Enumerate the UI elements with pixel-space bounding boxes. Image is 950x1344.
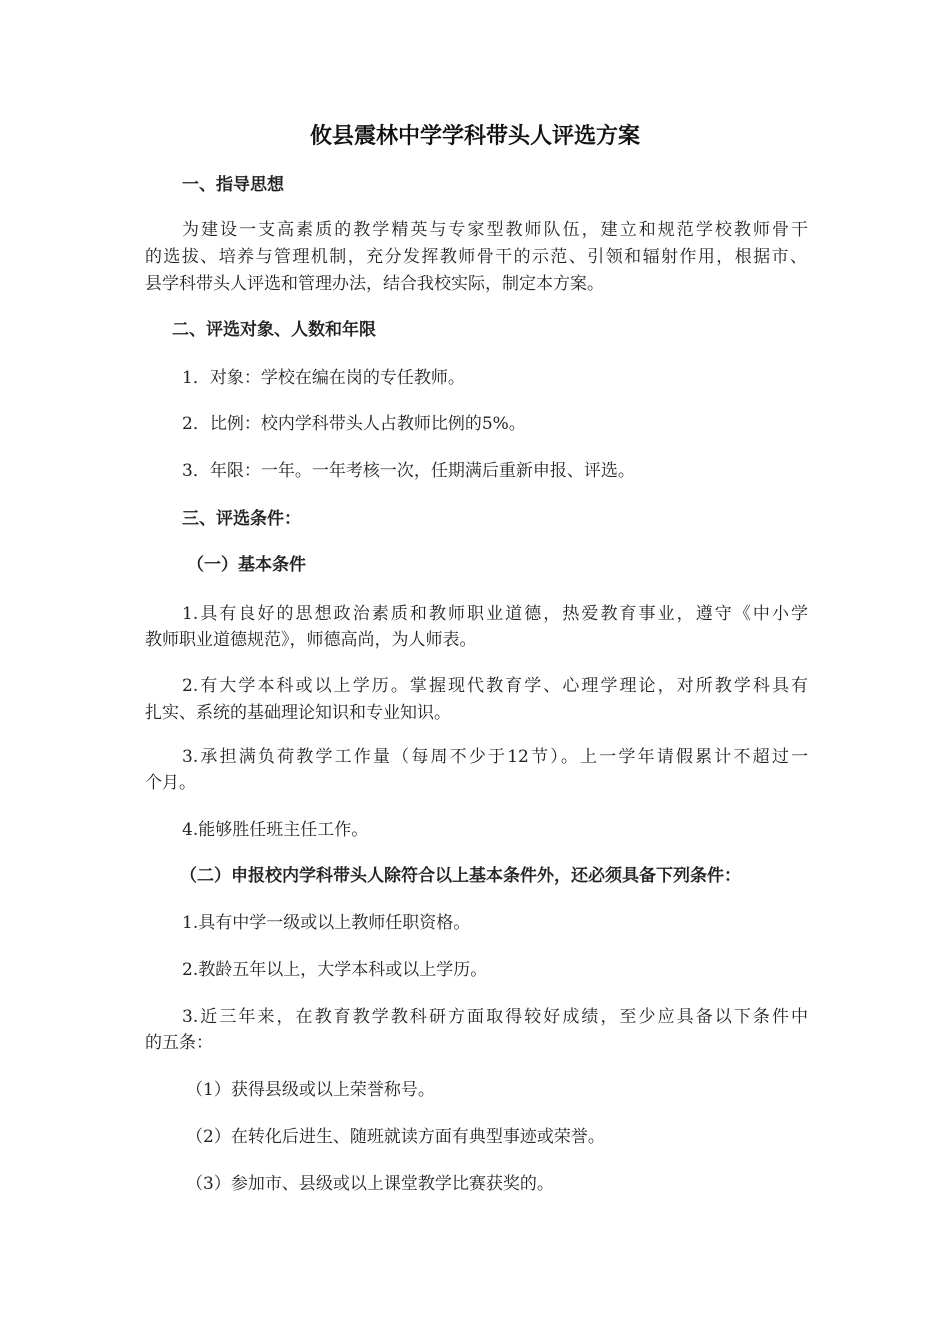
list-item: 3．年限：一年。一年考核一次，任期满后重新申报、评选。 — [182, 461, 635, 481]
list-item-continuation: 扎实、系统的基础理论知识和专业知识。 — [145, 703, 451, 723]
list-item-continuation: 教师职业道德规范》，师德高尚，为人师表。 — [145, 630, 477, 650]
paragraph-line: 的选拔、培养与管理机制，充分发挥教师骨干的示范、引领和辐射作用，根据市、 — [145, 247, 807, 267]
condition-item: （1）获得县级或以上荣誉称号。 — [186, 1080, 435, 1100]
list-item: 2.教龄五年以上，大学本科或以上学历。 — [182, 960, 488, 980]
condition-item: （2）在转化后进生、随班就读方面有典型事迹或荣誉。 — [186, 1127, 605, 1147]
list-item-continuation: 的五条： — [145, 1033, 213, 1053]
paragraph-line: 县学科带头人评选和管理办法，结合我校实际，制定本方案。 — [145, 274, 604, 294]
list-item: 4.能够胜任班主任工作。 — [182, 820, 369, 840]
list-item-continuation: 个月。 — [145, 773, 196, 793]
list-item: 1.具有中学一级或以上教师任职资格。 — [182, 913, 471, 933]
list-item: 1.具有良好的思想政治素质和教师职业道德，热爱教育事业，遵守《中小学 — [182, 604, 808, 624]
list-item: 1．对象：学校在编在岗的专任教师。 — [182, 368, 465, 388]
subsection-heading-additional-conditions: （二）申报校内学科带头人除符合以上基本条件外，还必须具备下列条件： — [180, 866, 741, 886]
document-title: 攸县震林中学学科带头人评选方案 — [309, 124, 640, 149]
subsection-heading-basic-conditions: （一）基本条件 — [187, 555, 306, 575]
list-item: 2.有大学本科或以上学历。掌握现代教育学、心理学理论，对所教学科具有 — [182, 676, 808, 696]
list-item: 3.承担满负荷教学工作量（每周不少于12节）。上一学年请假累计不超过一 — [182, 747, 808, 767]
section-heading-selection-targets: 二、评选对象、人数和年限 — [172, 320, 376, 340]
paragraph-line: 为建设一支高素质的教学精英与专家型教师队伍，建立和规范学校教师骨干 — [182, 220, 808, 240]
list-item: 3.近三年来，在教育教学教科研方面取得较好成绩，至少应具备以下条件中 — [182, 1007, 808, 1027]
list-item: 2．比例：校内学科带头人占教师比例的5%。 — [182, 414, 526, 434]
section-heading-selection-conditions: 三、评选条件： — [182, 509, 301, 529]
condition-item: （3）参加市、县级或以上课堂教学比赛获奖的。 — [186, 1174, 554, 1194]
section-heading-guiding-ideology: 一、指导思想 — [182, 175, 284, 195]
